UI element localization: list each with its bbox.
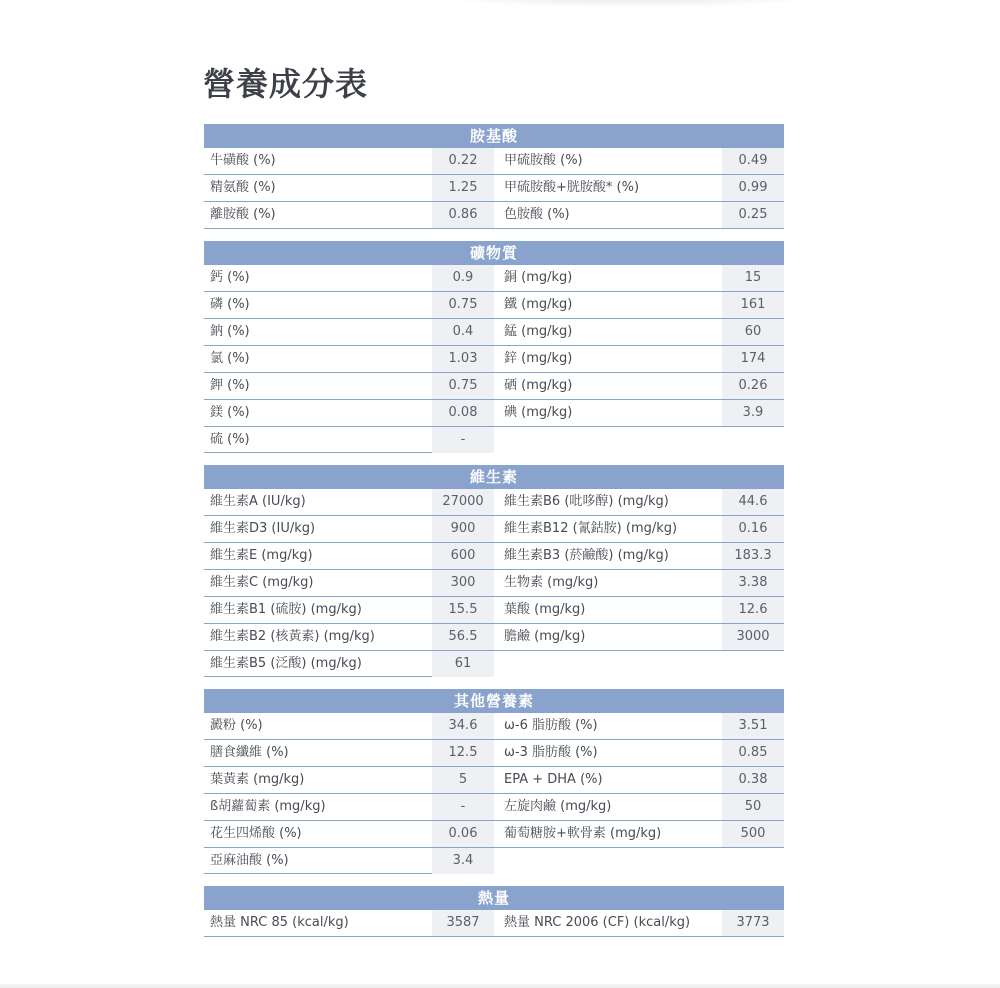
table-row <box>204 848 784 874</box>
nutrient-value: 3773 <box>722 910 784 936</box>
nutrient-value: 0.75 <box>432 292 494 318</box>
nutrient-value: 5 <box>432 767 494 793</box>
nutrient-value: 0.4 <box>432 319 494 345</box>
nutrient-label <box>494 427 722 453</box>
nutrient-value: 3587 <box>432 910 494 936</box>
nutrient-label: 維生素B12 (氰鈷胺) (mg/kg) <box>504 521 678 536</box>
nutrient-value: 56.5 <box>432 624 494 650</box>
nutrient-value: 183.3 <box>722 543 784 569</box>
nutrient-value: - <box>432 794 494 820</box>
nutrient-label: 維生素B2 (核黃素) (mg/kg) <box>210 629 375 644</box>
nutrient-value: 600 <box>432 543 494 569</box>
nutrient-label: 維生素E (mg/kg) <box>210 548 313 563</box>
nutrient-label: 維生素B6 (吡哆醇) (mg/kg) <box>504 494 669 509</box>
nutrient-label: 維生素B1 (硫胺) (mg/kg) <box>210 602 362 617</box>
section-0 <box>204 124 784 229</box>
nutrient-label: ω-3 脂肪酸 (%) <box>504 745 598 760</box>
nutrient-label: 牛磺酸 (%) <box>210 153 276 168</box>
nutrient-value: 1.25 <box>432 175 494 201</box>
nutrient-label: 鋅 (mg/kg) <box>504 351 573 366</box>
nutrient-value: 3.38 <box>722 570 784 596</box>
table-row <box>204 265 784 292</box>
nutrient-value: 900 <box>432 516 494 542</box>
nutrient-label: 甲硫胺酸 (%) <box>504 153 583 168</box>
table-row <box>204 400 784 427</box>
nutrient-label <box>494 651 722 677</box>
table-row <box>204 427 784 453</box>
nutrient-value: 15.5 <box>432 597 494 623</box>
nutrient-value: 12.5 <box>432 740 494 766</box>
table-row <box>204 624 784 651</box>
nutrient-value: 0.26 <box>722 373 784 399</box>
nutrient-label: 熱量 NRC 2006 (CF) (kcal/kg) <box>504 915 691 930</box>
nutrient-label: 碘 (mg/kg) <box>504 405 573 420</box>
nutrient-label: EPA + DHA (%) <box>504 772 603 787</box>
table-row <box>204 651 784 677</box>
nutrient-label: 維生素C (mg/kg) <box>210 575 314 590</box>
nutrition-table <box>204 124 784 949</box>
page-title: 營養成分表 <box>203 65 369 103</box>
table-row <box>204 543 784 570</box>
table-row <box>204 516 784 543</box>
top-shadow-decoration <box>420 0 840 8</box>
bottom-divider <box>0 984 1000 988</box>
nutrient-value: 50 <box>722 794 784 820</box>
section-header: 其他營養素 <box>204 689 784 713</box>
section-header: 維生素 <box>204 465 784 489</box>
nutrient-value: 500 <box>722 821 784 847</box>
nutrient-label <box>494 848 722 874</box>
nutrient-label: 左旋肉鹼 (mg/kg) <box>504 799 612 814</box>
nutrient-value: 60 <box>722 319 784 345</box>
section-1 <box>204 241 784 453</box>
nutrient-value: 0.75 <box>432 373 494 399</box>
nutrient-label: 維生素D3 (IU/kg) <box>210 521 316 536</box>
nutrient-value: 161 <box>722 292 784 318</box>
section-3 <box>204 689 784 874</box>
nutrient-value: 0.9 <box>432 265 494 291</box>
nutrient-label: 硫 (%) <box>210 432 250 447</box>
nutrient-value: 44.6 <box>722 489 784 515</box>
nutrient-value: 0.99 <box>722 175 784 201</box>
nutrient-value: 0.08 <box>432 400 494 426</box>
nutrient-value <box>722 651 784 677</box>
section-4 <box>204 886 784 937</box>
nutrient-label: 色胺酸 (%) <box>504 207 570 222</box>
nutrient-value <box>722 427 784 453</box>
nutrient-label: ω-6 脂肪酸 (%) <box>504 718 598 733</box>
section-2 <box>204 465 784 677</box>
nutrient-value: 0.85 <box>722 740 784 766</box>
nutrient-label: 離胺酸 (%) <box>210 207 276 222</box>
table-row <box>204 148 784 175</box>
section-header: 礦物質 <box>204 241 784 265</box>
nutrient-value: 12.6 <box>722 597 784 623</box>
nutrient-label: 葡萄糖胺+軟骨素 (mg/kg) <box>504 826 662 841</box>
nutrient-value: 15 <box>722 265 784 291</box>
table-row <box>204 346 784 373</box>
nutrient-value: 0.22 <box>432 148 494 174</box>
nutrient-label: 鉀 (%) <box>210 378 250 393</box>
nutrient-value: - <box>432 427 494 453</box>
nutrient-label: 膽鹼 (mg/kg) <box>504 629 586 644</box>
nutrient-value <box>722 848 784 874</box>
nutrient-value: 0.16 <box>722 516 784 542</box>
table-row <box>204 319 784 346</box>
table-row <box>204 373 784 400</box>
table-row <box>204 740 784 767</box>
nutrient-value: 61 <box>432 651 494 677</box>
nutrient-label: ß胡蘿蔔素 (mg/kg) <box>210 799 326 814</box>
nutrient-value: 27000 <box>432 489 494 515</box>
nutrient-label: 錳 (mg/kg) <box>504 324 573 339</box>
nutrient-label: 葉酸 (mg/kg) <box>504 602 586 617</box>
table-row <box>204 489 784 516</box>
nutrient-label: 熱量 NRC 85 (kcal/kg) <box>210 915 349 930</box>
nutrient-label: 硒 (mg/kg) <box>504 378 573 393</box>
table-row <box>204 570 784 597</box>
nutrient-label: 亞麻油酸 (%) <box>210 853 289 868</box>
table-row <box>204 794 784 821</box>
nutrient-value: 0.86 <box>432 202 494 228</box>
table-row <box>204 292 784 319</box>
nutrient-value: 300 <box>432 570 494 596</box>
nutrient-label: 鈉 (%) <box>210 324 250 339</box>
table-row <box>204 202 784 229</box>
nutrient-value: 174 <box>722 346 784 372</box>
table-row <box>204 597 784 624</box>
nutrient-label: 精氨酸 (%) <box>210 180 276 195</box>
nutrient-value: 0.49 <box>722 148 784 174</box>
nutrient-label: 鐵 (mg/kg) <box>504 297 573 312</box>
table-row <box>204 821 784 848</box>
nutrient-label: 甲硫胺酸+胱胺酸* (%) <box>504 180 640 195</box>
nutrient-value: 3.4 <box>432 848 494 874</box>
nutrient-label: 鈣 (%) <box>210 270 250 285</box>
nutrient-value: 3000 <box>722 624 784 650</box>
nutrient-value: 1.03 <box>432 346 494 372</box>
section-header: 熱量 <box>204 886 784 910</box>
nutrient-label: 維生素B5 (泛酸) (mg/kg) <box>210 656 362 671</box>
table-row <box>204 713 784 740</box>
nutrient-label: 銅 (mg/kg) <box>504 270 573 285</box>
nutrient-value: 0.25 <box>722 202 784 228</box>
nutrient-label: 維生素A (IU/kg) <box>210 494 306 509</box>
nutrient-label: 膳食纖維 (%) <box>210 745 289 760</box>
nutrient-label: 花生四烯酸 (%) <box>210 826 302 841</box>
nutrient-value: 34.6 <box>432 713 494 739</box>
nutrient-label: 生物素 (mg/kg) <box>504 575 599 590</box>
nutrient-label: 維生素B3 (菸鹼酸) (mg/kg) <box>504 548 669 563</box>
nutrient-label: 葉黃素 (mg/kg) <box>210 772 305 787</box>
nutrient-value: 0.06 <box>432 821 494 847</box>
table-row <box>204 767 784 794</box>
nutrient-label: 磷 (%) <box>210 297 250 312</box>
nutrient-value: 3.51 <box>722 713 784 739</box>
nutrient-value: 3.9 <box>722 400 784 426</box>
table-row <box>204 910 784 937</box>
table-row <box>204 175 784 202</box>
nutrient-value: 0.38 <box>722 767 784 793</box>
section-header: 胺基酸 <box>204 124 784 148</box>
nutrient-label: 澱粉 (%) <box>210 718 263 733</box>
nutrient-label: 鎂 (%) <box>210 405 250 420</box>
nutrient-label: 氯 (%) <box>210 351 250 366</box>
